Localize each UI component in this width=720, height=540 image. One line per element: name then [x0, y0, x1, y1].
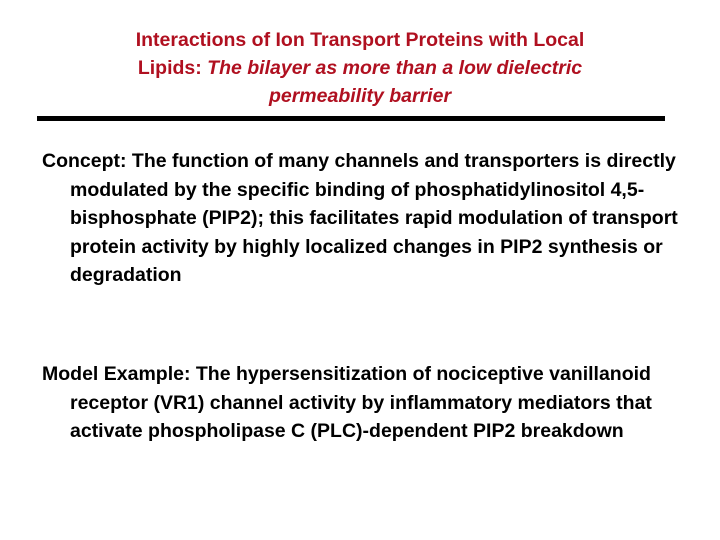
title-line-3: permeability barrier	[268, 85, 452, 107]
title-divider	[37, 116, 665, 121]
title-line-2	[40, 54, 680, 82]
title-line-2-italic: The bilayer as more than a low dielectric	[207, 57, 583, 79]
slide-title	[40, 26, 680, 110]
concept-paragraph: Concept: The function of many channels and transporters is directly modulated by the specific binding of phosphatidylinositol 4,5-bisphosphate (PIP2); this facilitates rapid modulation of transport protein activity by highly localized changes in PIP2 synthesis or degradation	[42, 150, 678, 287]
title-line-1: Interactions of Ion Transport Proteins with Local	[135, 29, 585, 51]
title-line-2-plain: Lipids:	[137, 57, 208, 79]
model-example-paragraph: Model Example: The hypersensitization of nociceptive vanillanoid receptor (VR1) channel activity by inflammatory mediators that activate phospholipase C (PLC)-dependent PIP2 breakdown	[42, 363, 652, 443]
